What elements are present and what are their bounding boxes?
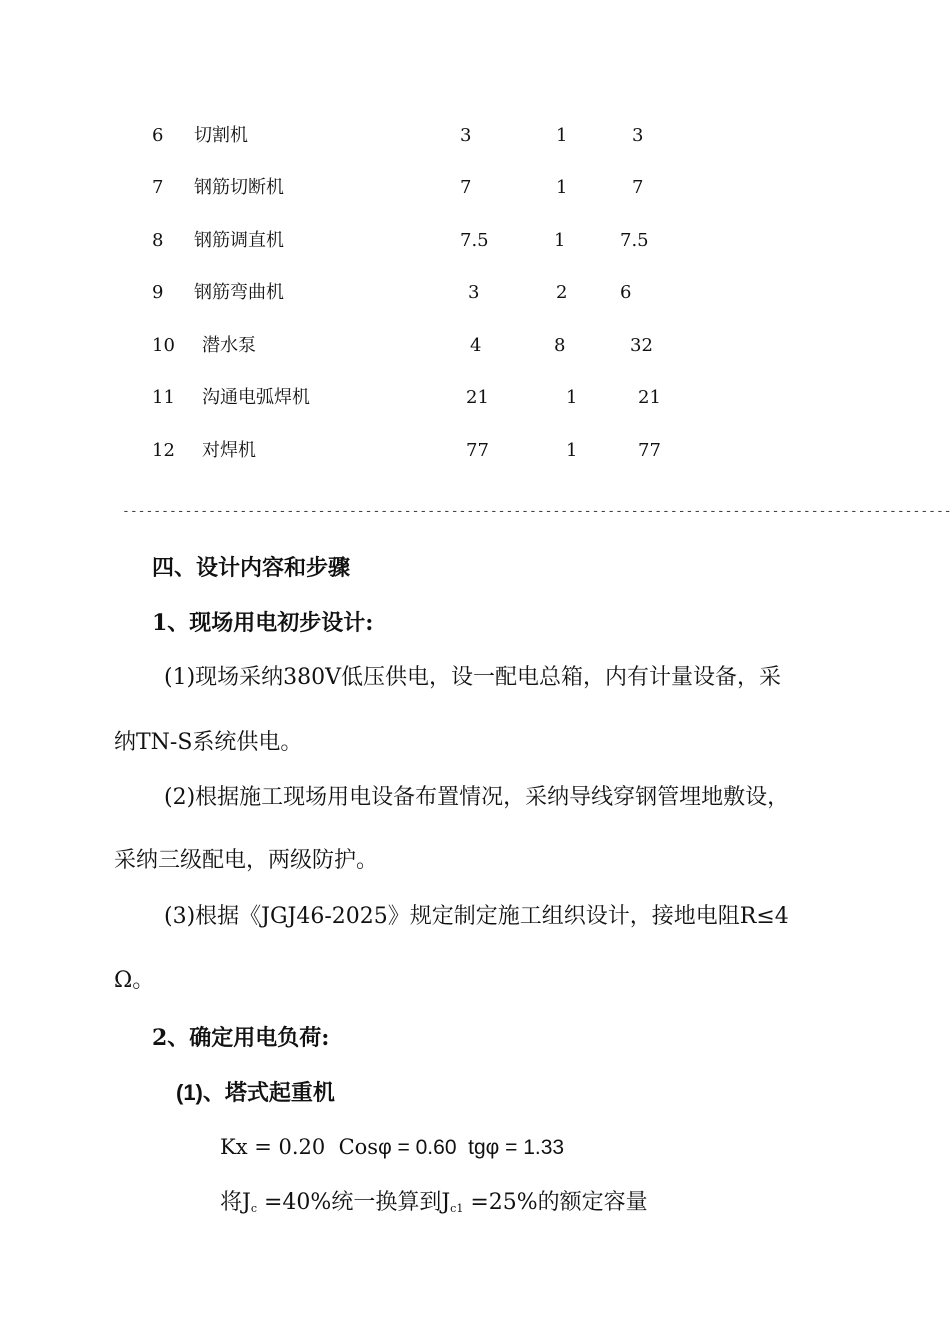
formula-part: Kx = 0.20 Cos bbox=[220, 1135, 379, 1159]
unit-power: 3 bbox=[460, 125, 472, 146]
paragraph-line: Ω。 bbox=[114, 968, 155, 993]
row-number: 12 bbox=[152, 440, 175, 461]
row-number: 9 bbox=[152, 282, 164, 303]
text-part: 将J bbox=[220, 1190, 251, 1215]
unit-power: 21 bbox=[466, 387, 489, 408]
coefficient-formula bbox=[220, 1132, 564, 1163]
paragraph-line: (3)根据《JGJ46-2025》规定制定施工组织设计，接地电阻R≤4 bbox=[164, 904, 789, 929]
conversion-text bbox=[220, 1188, 648, 1224]
quantity: 2 bbox=[556, 282, 568, 303]
total-power: 32 bbox=[630, 335, 653, 356]
table-row bbox=[152, 175, 872, 201]
table-row bbox=[152, 123, 872, 149]
equipment-name: 钢筋弯曲机 bbox=[194, 282, 284, 303]
equipment-name: 切割机 bbox=[194, 125, 248, 146]
total-power: 3 bbox=[632, 125, 644, 146]
table-row bbox=[152, 385, 872, 411]
table-row bbox=[152, 333, 872, 359]
equipment-name: 钢筋切断机 bbox=[194, 177, 284, 198]
total-power: 77 bbox=[638, 440, 661, 461]
text-part: =25%的额定容量 bbox=[463, 1190, 648, 1215]
subsection-heading: 2、确定用电负荷: bbox=[152, 1025, 330, 1051]
quantity: 1 bbox=[566, 387, 578, 408]
unit-power: 7 bbox=[460, 177, 472, 198]
quantity: 1 bbox=[556, 177, 568, 198]
table-row bbox=[152, 280, 872, 306]
equipment-table bbox=[152, 0, 872, 480]
equipment-name: 钢筋调直机 bbox=[194, 230, 284, 251]
equipment-name: 对焊机 bbox=[202, 440, 256, 461]
quantity: 8 bbox=[554, 335, 566, 356]
row-number: 6 bbox=[152, 125, 164, 146]
paragraph-line: (2)根据施工现场用电设备布置情况，采纳导线穿钢管埋地敷设， bbox=[164, 785, 790, 810]
text-part: =40%统一换算到J bbox=[257, 1190, 451, 1215]
equipment-name: 沟通电弧焊机 bbox=[202, 387, 310, 408]
row-number: 8 bbox=[152, 230, 164, 251]
unit-power: 7.5 bbox=[460, 230, 489, 251]
item-heading: (1)、塔式起重机 bbox=[176, 1080, 335, 1105]
unit-power: 77 bbox=[466, 440, 489, 461]
quantity: 1 bbox=[566, 440, 578, 461]
unit-power: 4 bbox=[470, 335, 482, 356]
total-power: 7 bbox=[632, 177, 644, 198]
total-power: 7.5 bbox=[620, 230, 649, 251]
total-power: 6 bbox=[620, 282, 632, 303]
row-number: 10 bbox=[152, 335, 175, 356]
quantity: 1 bbox=[554, 230, 566, 251]
paragraph-line: (1)现场采纳380V低压供电，设一配电总箱，内有计量设备，采 bbox=[164, 665, 782, 690]
paragraph-line: 纳TN-S系统供电。 bbox=[114, 730, 303, 755]
section-heading: 四、设计内容和步骤 bbox=[152, 555, 351, 581]
subscript: c bbox=[250, 1202, 257, 1215]
equipment-name: 潜水泵 bbox=[202, 335, 256, 356]
formula-part: φ = 0.60 tgφ = 1.33 bbox=[378, 1136, 565, 1159]
total-power: 21 bbox=[638, 387, 661, 408]
table-row bbox=[152, 228, 872, 254]
row-number: 11 bbox=[152, 387, 175, 408]
row-number: 7 bbox=[152, 177, 164, 198]
unit-power: 3 bbox=[468, 282, 480, 303]
subscript: c1 bbox=[450, 1202, 464, 1215]
dashed-divider: ---------------------------------------------------------------------------------------------------------- bbox=[122, 504, 952, 519]
paragraph-line: 采纳三级配电，两级防护。 bbox=[114, 848, 379, 873]
table-row bbox=[152, 438, 872, 464]
subsection-heading: 1、现场用电初步设计: bbox=[152, 610, 374, 636]
quantity: 1 bbox=[556, 125, 568, 146]
